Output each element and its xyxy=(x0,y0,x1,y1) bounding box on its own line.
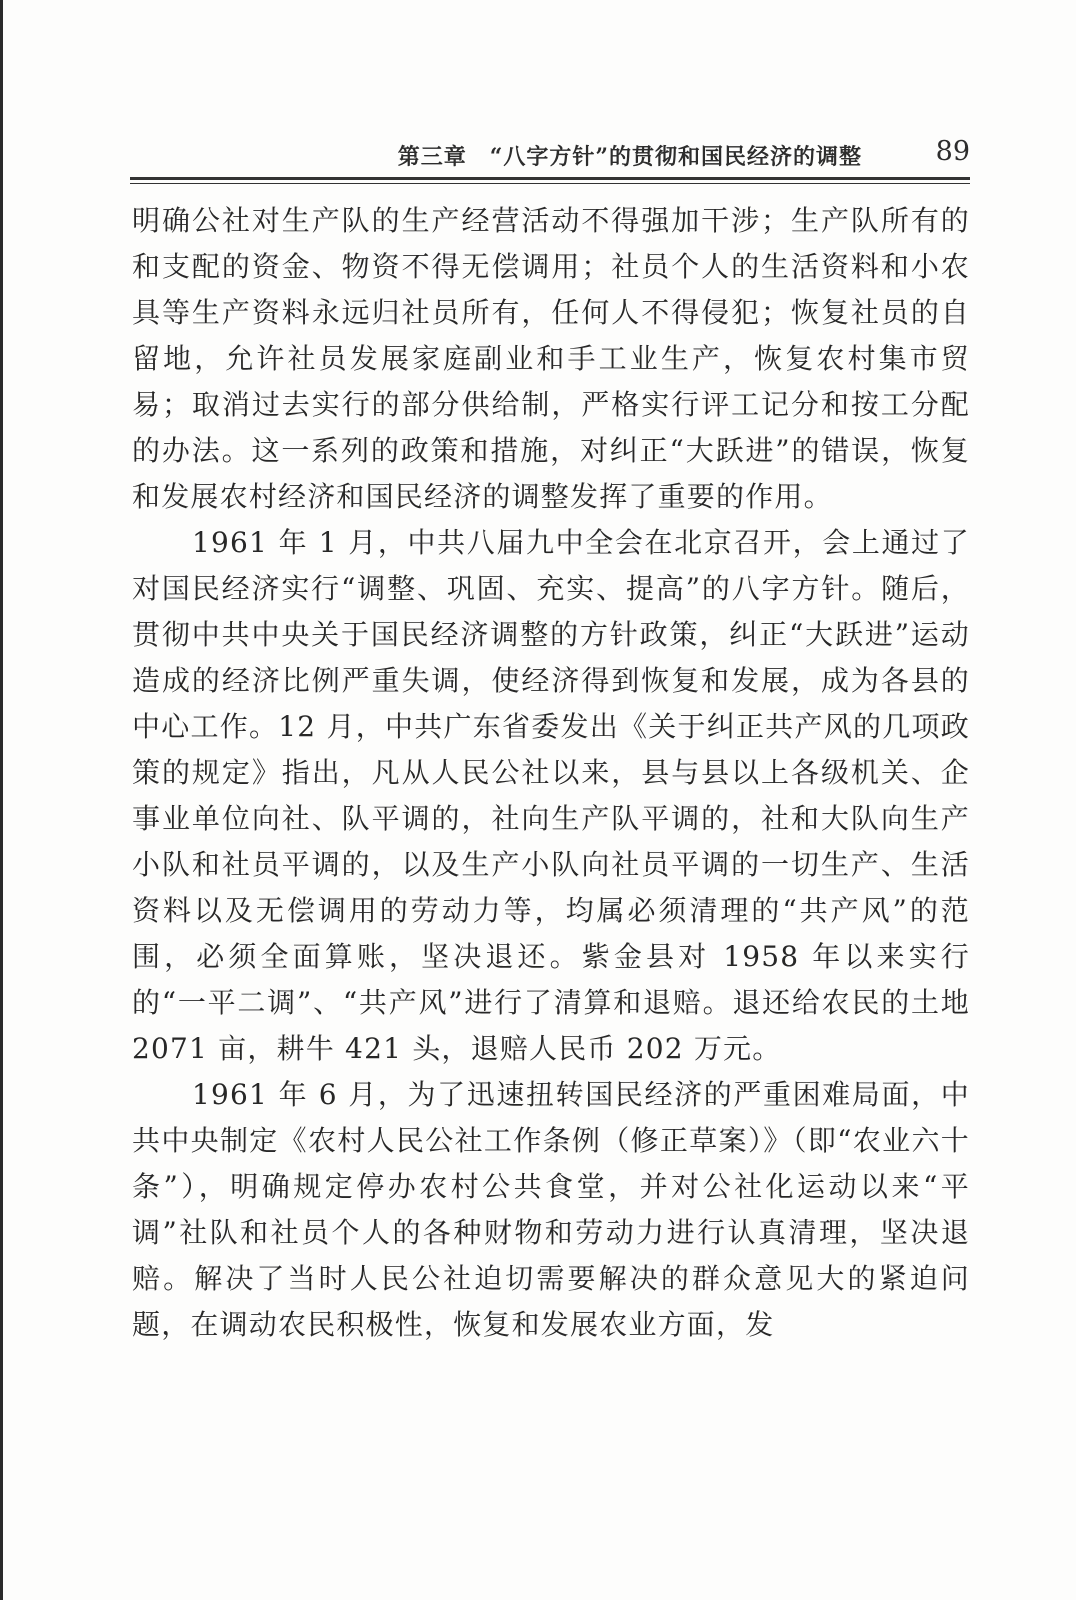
header-rule-thick xyxy=(130,177,970,180)
page-edge-shadow xyxy=(0,0,3,1600)
page-number: 89 xyxy=(935,136,970,167)
header-rule-thin xyxy=(130,183,970,184)
paragraph-1961-january: 1961 年 1 月，中共八届九中全会在北京召开，会上通过了对国民经济实行“调整、巩固、充实、提高”的八字方针。随后，贯彻中共中央关于国民经济调整的方针政策，纠正“大跃进”运动造成的经济比例严重失调，使经济得到恢复和发展，成为各县的中心工作。12 月，中共广东省委发出《关于纠正共产风的几项政策的规定》指出，凡从人民公社以来，县与县以上各级机关、企事业单位向社、队平调的，社向生产队平调的，社和大队向生产小队和社员平调的，以及生产小队向社员平调的一切生产、生活资料以及无偿调用的劳动力等，均属必须清理的“共产风”的范围，必须全面算账，坚决退还。紫金县对 1958 年以来实行的“一平二调”、“共产风”进行了清算和退赔。退还给农民的土地 2071 亩，耕牛 421 头，退赔人民币 202 万元。 xyxy=(132,526,970,1065)
paragraph-1961-june: 1961 年 6 月，为了迅速扭转国民经济的严重困难局面，中共中央制定《农村人民公社工作条例（修正草案）》（即“农业六十条”），明确规定停办农村公共食堂，并对公社化运动以来“平调”社队和社员个人的各种财物和劳动力进行认真清理，坚决退赔。解决了当时人民公社迫切需要解决的群众意见大的紧迫问题，在调动农民积极性，恢复和发展农业方面，发 xyxy=(132,1078,970,1341)
page-header xyxy=(130,136,970,176)
running-head: 第三章 “八字方针”的贯彻和国民经济的调整 xyxy=(397,144,862,170)
paragraph-continued: 明确公社对生产队的生产经营活动不得强加干涉；生产队所有的和支配的资金、物资不得无偿调用；社员个人的生活资料和小农具等生产资料永远归社员所有，任何人不得侵犯；恢复社员的自留地，允许社员发展家庭副业和手工业生产，恢复农村集市贸易；取消过去实行的部分供给制，严格实行评工记分和按工分配的办法。这一系列的政策和措施，对纠正“大跃进”的错误，恢复和发展农村经济和国民经济的调整发挥了重要的作用。 xyxy=(132,204,970,513)
body-text xyxy=(132,198,970,1348)
